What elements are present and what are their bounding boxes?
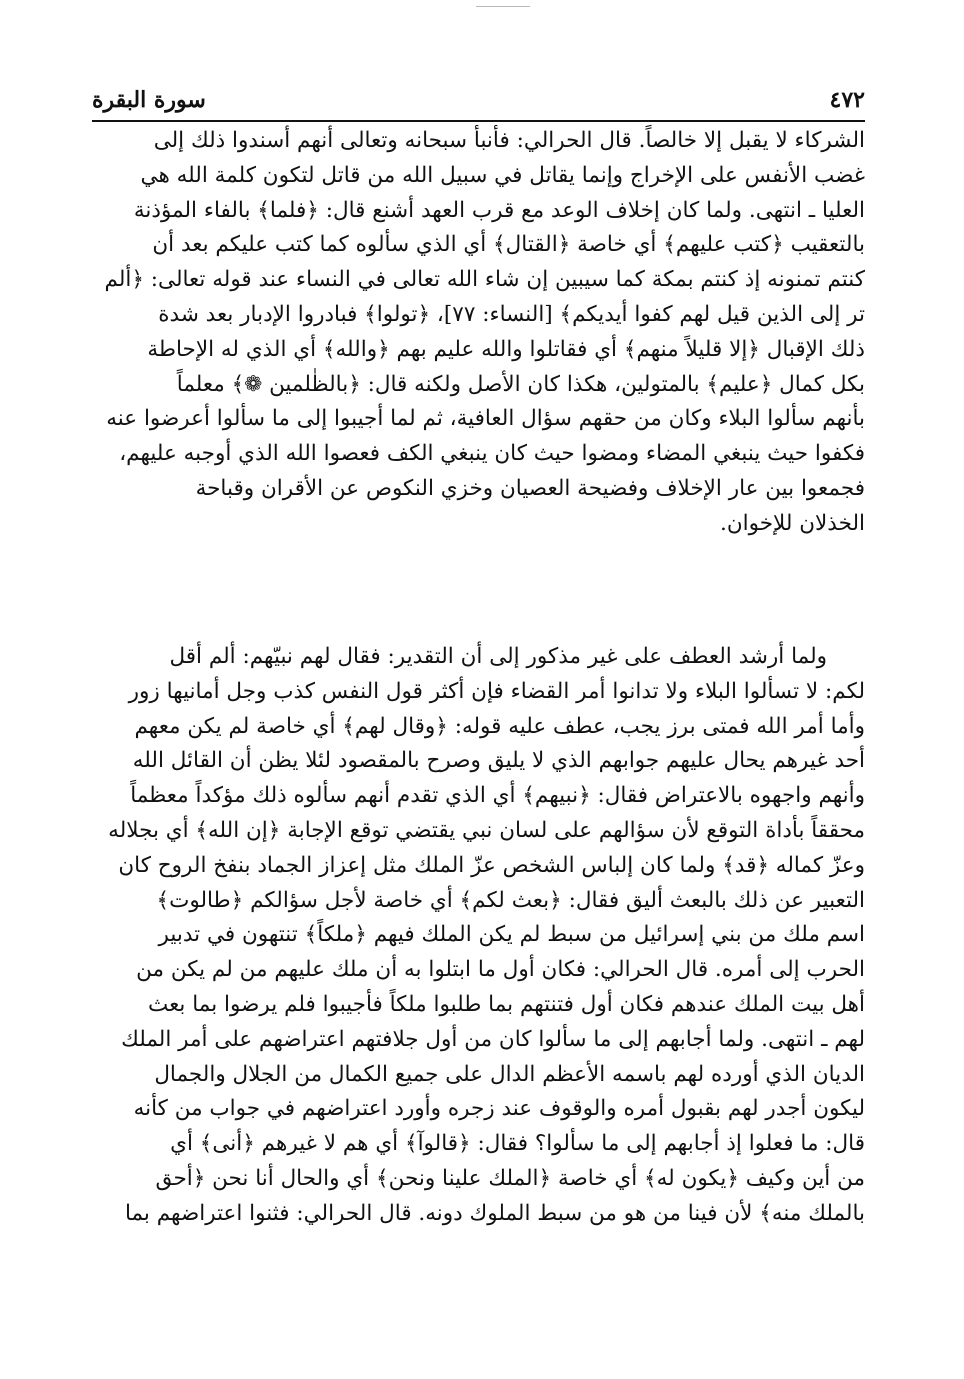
text-line: لهم ـ انتهى. ولما أجابهم إلى ما سألوا كان من أول جلافتهم اعتراضهم على أمر الملك	[121, 1026, 865, 1052]
top-decoration-rule	[476, 6, 530, 7]
text-line: وأنهم واجهوه بالاعتراض فقال: ﴿نبيهم﴾ أي الذي تقدم أنهم سألوه ذلك مؤكداً معظماً	[130, 783, 865, 809]
text-line: من أين وكيف ﴿يكون له﴾ أي خاصة ﴿الملك علينا ونحن﴾ أي والحال أنا نحن ﴿أحق	[155, 1165, 865, 1191]
text-line: الشركاء لا يقبل إلا خالصاً. قال الحرالي: فأنبأ سبحانه وتعالى أنهم أسندوا ذلك إلى	[153, 128, 865, 153]
text-line: فجمعوا بين عار الإخلاف وفضيحة العصيان وخزي النكوص عن الأقران وقباحة	[195, 475, 865, 501]
page-header	[92, 86, 865, 116]
text-line: وأما أمر الله فمتى برز يجب، عطف عليه قوله: ﴿وقال لهم﴾ أي خاصة لم يكن معهم	[134, 713, 865, 739]
text-line: غضب الأنفس على الإخراج وإنما يقاتل في سبيل الله من قاتل لتكون كلمة الله هي	[140, 162, 865, 188]
text-line: الخذلان للإخوان.	[720, 510, 865, 536]
text-line-content: ولما أرشد العطف على غير مذكور إلى أن التقدير: فقال لهم نبيّهم: ألم أقل	[169, 644, 827, 669]
text-line: كنتم تمنونه إذ كنتم بمكة كما سيبين إن شاء الله تعالى في النساء عند قوله تعالى: ﴿ألم	[104, 267, 865, 293]
text-line: بالتعقيب ﴿كتب عليهم﴾ أي خاصة ﴿القتال﴾ أي الذي سألوه كما كتب عليكم بعد أن	[152, 232, 865, 258]
page-number: ٤٧٢	[829, 87, 865, 113]
text-line: ذلك الإقبال ﴿إلا قليلاً منهم﴾ أي فقاتلوا والله عليم بهم ﴿والله﴾ أي الذي له الإحاطة	[147, 336, 865, 362]
text-line: بكل كمال ﴿عليم﴾ بالمتولين، هكذا كان الأصل ولكنه قال: ﴿بالظٰلمين ❁﴾ معلماً	[176, 371, 865, 397]
text-line: العليا ـ انتهى. ولما كان إخلاف الوعد مع قرب العهد أشنع قال: ﴿فلما﴾ بالفاء المؤذنة	[133, 197, 865, 223]
text-line: الحرب إلى أمره. قال الحرالي: فكان أول ما ابتلوا به أن ملك عليهم من لم يكن من	[136, 957, 865, 983]
paragraph-1	[92, 124, 865, 542]
text-line-first	[92, 640, 865, 675]
text-line: محققاً بأداة التوقع لأن سؤالهم على لسان نبي يقتضي توقع الإجابة ﴿إن الله﴾ أي بجلاله	[108, 817, 865, 843]
text-line: بالملك منه﴾ لأن فينا من هو من سبط الملوك دونه. قال الحرالي: فثنوا اعتراضهم بما	[124, 1200, 865, 1226]
text-line: لكم: لا تسألوا البلاء ولا تدانوا أمر القضاء فإن أكثر قول النفس كذب وجل أمانيها زور	[128, 678, 865, 704]
text-line: اسم ملك من بني إسرائيل من سبط لم يكن الملك فيهم ﴿ملكاً﴾ تنتهون في تدبير	[158, 922, 865, 948]
text-line: الديان الذي أورده لهم باسمه الأعظم الدال على جميع الكمال من الجلال والجمال	[154, 1061, 865, 1087]
text-line: أهل بيت الملك عندهم فكان أول فتنتهم بما طلبوا ملكاً فأجيبوا فلم يرضوا بما بعث	[147, 991, 865, 1017]
text-line: قال: ما فعلوا إذ أجابهم إلى ما سألوا؟ فقال: ﴿قالوآ﴾ أي هم لا غيرهم ﴿أنى﴾ أي	[170, 1131, 865, 1157]
text-line: بأنهم سألوا البلاء وكان من حقهم سؤال العافية، ثم لما أجيبوا إلى ما سألوا أعرضوا عنه	[106, 406, 865, 432]
text-line: ليكون أجدر لهم بقبول أمره والوقوف عند زجره وأورد اعتراضهم في جواب من كأنه	[133, 1096, 865, 1122]
header-divider	[92, 120, 865, 122]
text-line: أحد غيرهم يحال عليهم جوابهم الذي لا يليق وصرح بالمقصود لئلا يظن أن القائل الله	[132, 748, 865, 774]
surah-title: سورة البقرة	[92, 87, 206, 113]
text-line: فكفوا حيث ينبغي المضاء ومضوا حيث كان ينبغي الكف فعصوا الله الذي أوجبه عليهم،	[119, 441, 865, 467]
text-line: وعزّ كماله ﴿قد﴾ ولما كان إلباس الشخص عزّ الملك مثل إعزاز الجماد بنفخ الروح كان	[118, 852, 865, 878]
text-line: تر إلى الذين قيل لهم كفوا أيديكم﴾ [النساء: ٧٧]، ﴿تولوا﴾ فبادروا الإدبار بعد شدة	[158, 301, 865, 327]
text-line: التعبير عن ذلك بالبعث أليق فقال: ﴿بعث لكم﴾ أي خاصة لأجل سؤالكم ﴿طالوت﴾	[156, 887, 865, 913]
paragraph-2	[92, 640, 865, 1232]
